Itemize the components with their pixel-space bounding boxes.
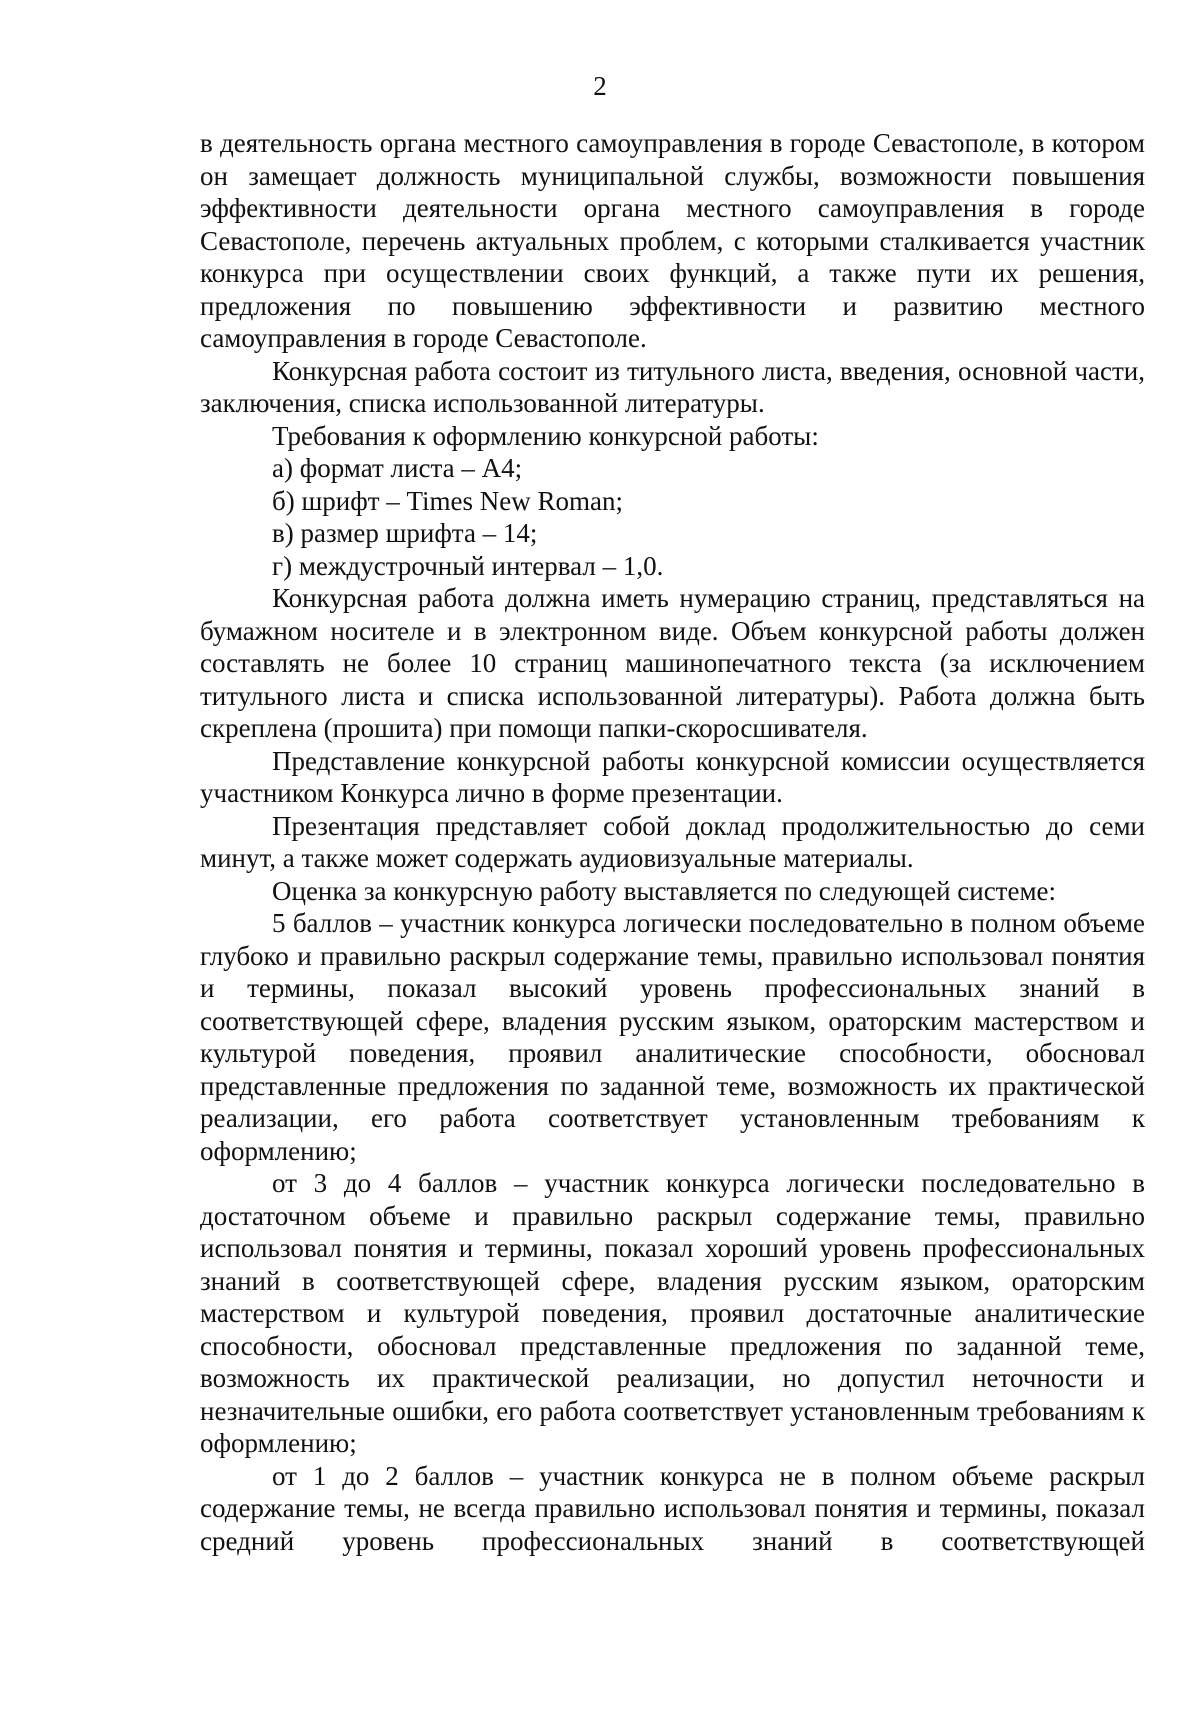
paragraph-page-numbering: Конкурсная работа должна иметь нумерацию страниц, представляться на бумажном носителе и в электронном виде. Объем конкурсной работы должен составлять не более 10 страниц машинопечатного текста (за исключением титульного листа и списка использованной литературы). Работа должна быть скреплена (прошита) при помощи папки-скоросшивателя. (200, 583, 1145, 743)
list-item-format: а) формат листа – А4; (272, 453, 523, 483)
list-item-line-spacing: г) междустрочный интервал – 1,0. (272, 550, 664, 581)
paragraph-structure: Конкурсная работа состоит из титульного листа, введения, основной части, заключения, списка использованной литературы. (200, 355, 1145, 418)
page-number: 2 (593, 71, 607, 101)
paragraph-requirements-heading: Требования к оформлению конкурсной работы: (272, 420, 819, 451)
paragraph-continuation: в деятельность органа местного самоуправления в городе Севастополе, в котором он замещает должность муниципальной службы, возможности повышения эффективности деятельности органа местного самоуправления в городе Севастополе, перечень актуальных проблем, с которыми сталкивается участник конкурса при осуществлении своих функций, а также пути их решения, предложения по повышению эффективности и развитию местного самоуправления в городе Севастополе. (200, 128, 1145, 353)
paragraph-score-5: 5 баллов – участник конкурса логически последовательно в полном объеме глубоко и правильно раскрыл содержание темы, правильно использовал понятия и термины, показал высокий уровень профессиональных знаний в соответствующей сфере, владения русским языком, ораторским мастерством и культурой поведения, проявил аналитические способности, обосновал представленные предложения по заданной теме, возможность их практической реализации, его работа соответствует установленным требованиям к оформлению; (200, 908, 1145, 1166)
paragraph-submission: Представление конкурсной работы конкурсной комиссии осуществляется участником Конкурса лично в форме презентации. (200, 745, 1145, 808)
document-body (200, 127, 1145, 1557)
paragraph-evaluation-heading: Оценка за конкурсную работу выставляется по следующей системе: (272, 875, 1057, 906)
paragraph-score-3-4: от 3 до 4 баллов – участник конкурса логически последовательно в достаточном объеме и правильно раскрыл содержание темы, правильно использовал понятия и термины, показал хороший уровень профессиональных знаний в соответствующей сфере, владения русским языком, ораторским мастерством и культурой поведения, проявил достаточные аналитические способности, обосновал представленные предложения по заданной теме, возможность их практической реализации, но допустил неточности и незначительные ошибки, его работа соответствует установленным требованиям к оформлению; (200, 1168, 1145, 1458)
list-item-font-size: в) размер шрифта – 14; (272, 518, 538, 548)
paragraph-score-1-2: от 1 до 2 баллов – участник конкурса не в полном объеме раскрыл содержание темы, не всегда правильно использовал понятия и термины, показал средний уровень профессиональных знаний в соответствующей (200, 1460, 1145, 1556)
list-item-font: б) шрифт – Times New Roman; (272, 485, 624, 516)
paragraph-presentation: Презентация представляет собой доклад продолжительностью до семи минут, а также может содержать аудиовизуальные материалы. (200, 810, 1145, 873)
